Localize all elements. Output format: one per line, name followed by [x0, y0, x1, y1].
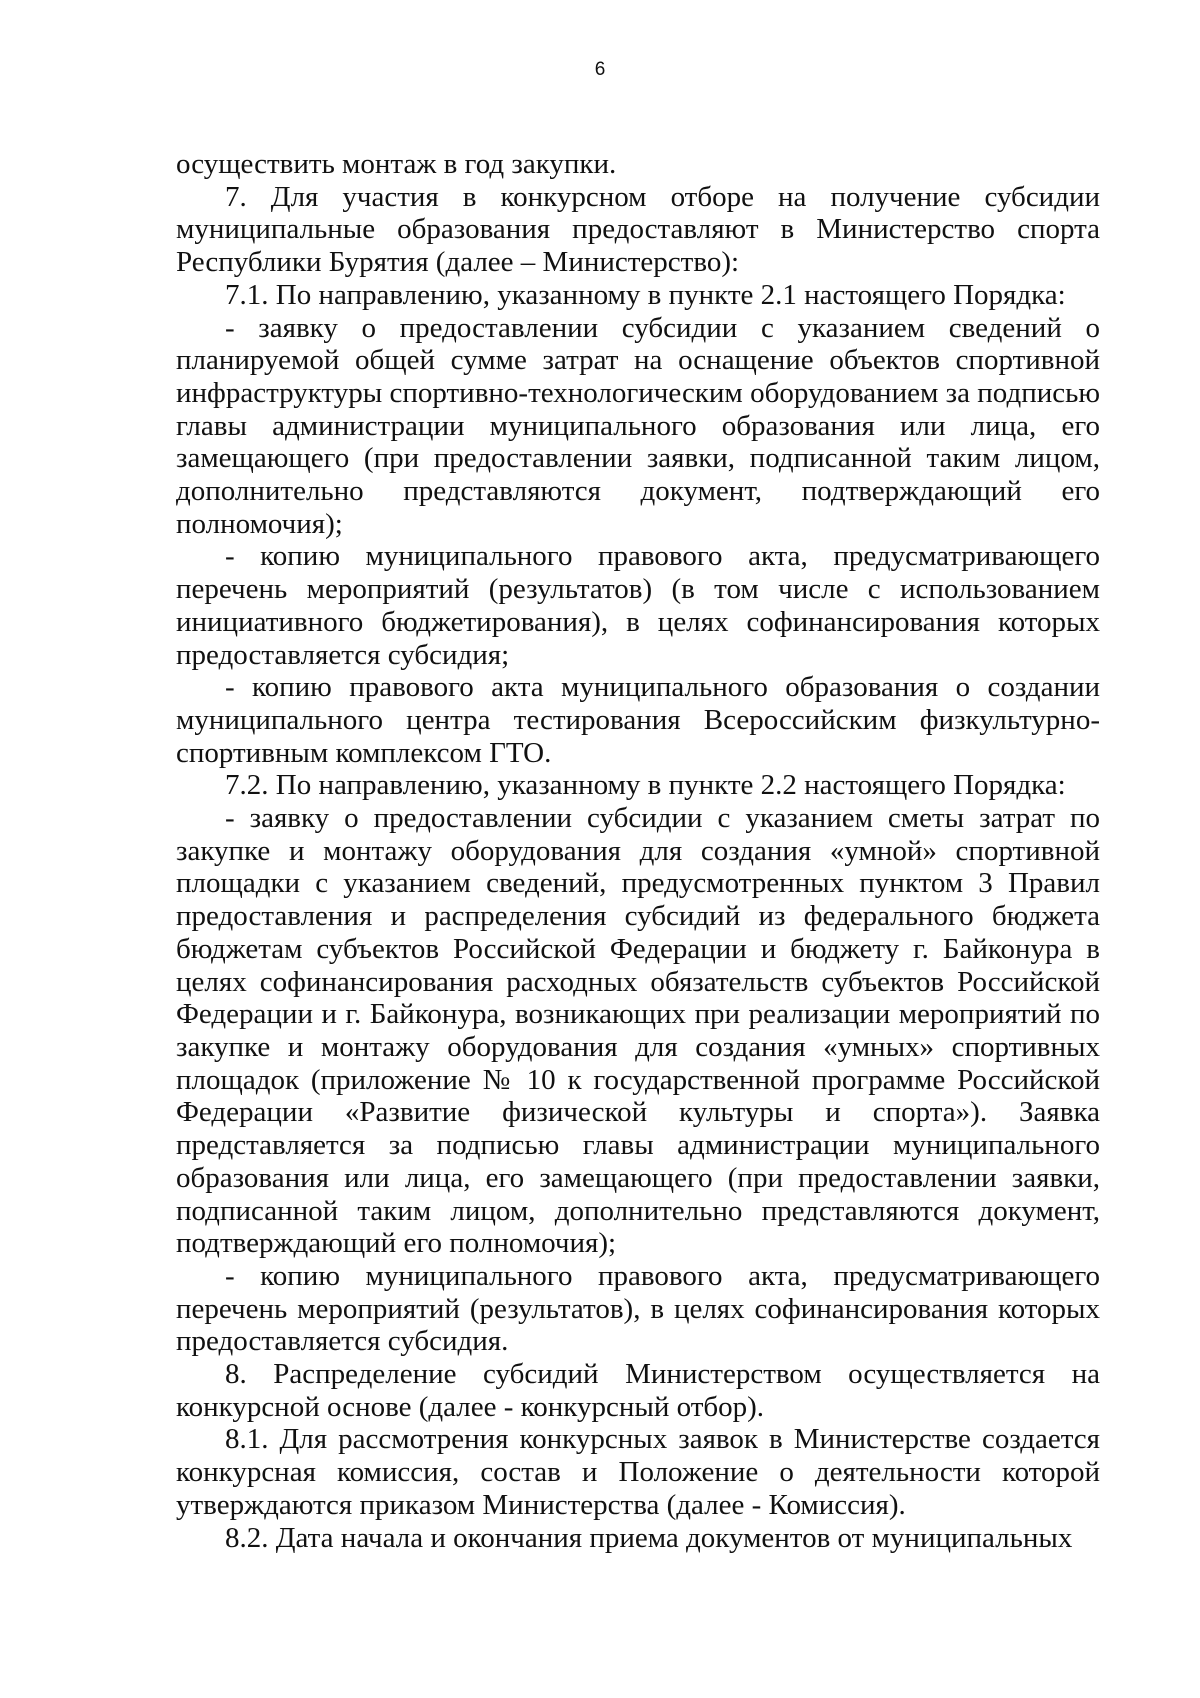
paragraph-7-2-item-legal-act: - копию муниципального правового акта, предусматривающего перечень мероприятий (результатов), в целях софинансирования которых предоставляется субсидия. [176, 1259, 1100, 1358]
paragraph-7-2: 7.2. По направлению, указанному в пункте 2.2 настоящего Порядка: [225, 769, 1066, 802]
paragraph-7-1-item-application: - заявку о предоставлении субсидии с указанием сведений о планируемой общей сумме затрат на оснащение объектов спортивной инфраструктуры спортивно-технологическим оборудованием за подписью главы администрации муниципального образования или лица, его замещающего (при предоставлении заявки, подписанной таким лицом, дополнительно представляются документ, подтверждающий его полномочия); [176, 311, 1100, 540]
paragraph-7-2-item-application: - заявку о предоставлении субсидии с указанием сметы затрат по закупке и монтажу оборудования для создания «умной» спортивной площадки с указанием сведений, предусмотренных пунктом 3 Правил предоставления и распределения субсидий из федерального бюджета бюджетам субъектов Российской Федерации и бюджету г. Байконура в целях софинансирования расходных обязательств субъектов Российской Федерации и г. Байконура, возникающих при реализации мероприятий по закупке и монтажу оборудования для создания «умных» спортивных площадок (приложение № 10 к государственной программе Российской Федерации «Развитие физической культуры и спорта»). Заявка представляется за подписью главы администрации муниципального образования или лица, его замещающего (при предоставлении заявки, подписанной таким лицом, дополнительно представляются документ, подтверждающий его полномочия); [176, 802, 1100, 1260]
paragraph-8: 8. Распределение субсидий Министерством осуществляется на конкурсной основе (далее - конкурсный отбор). [176, 1358, 1100, 1423]
paragraph-8-1: 8.1. Для рассмотрения конкурсных заявок в Министерстве создается конкурсная комиссия, состав и Положение о деятельности которой утверждаются приказом Министерства (далее - Комиссия). [176, 1423, 1100, 1521]
page-number: 6 [594, 59, 606, 80]
document-body [176, 148, 1100, 1554]
paragraph-7-1-item-gto-center: - копию правового акта муниципального образования о создании муниципального центра тестирования Всероссийским физкультурно-спортивным комплексом ГТО. [176, 671, 1100, 769]
paragraph-8-2: 8.2. Дата начала и окончания приема документов от муниципальных [225, 1521, 1073, 1554]
paragraph-continuation: осуществить монтаж в год закупки. [176, 148, 617, 180]
paragraph-7-1-item-legal-act: - копию муниципального правового акта, предусматривающего перечень мероприятий (результатов) (в том числе с использованием инициативного бюджетирования), в целях софинансирования которых предоставляется субсидия; [176, 540, 1100, 671]
paragraph-7: 7. Для участия в конкурсном отборе на получение субсидии муниципальные образования предоставляют в Министерство спорта Республики Бурятия (далее – Министерство): [176, 180, 1100, 279]
paragraph-7-1: 7.1. По направлению, указанному в пункте 2.1 настоящего Порядка: [225, 278, 1066, 311]
